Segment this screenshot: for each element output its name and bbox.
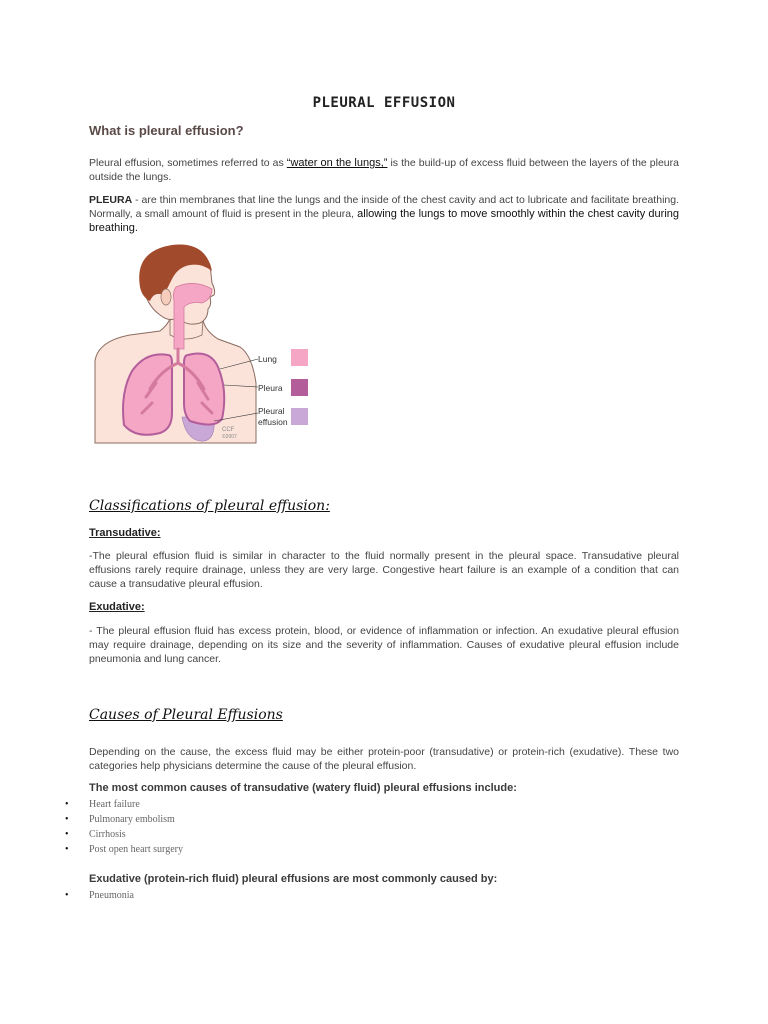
transudative-label: Transudative:	[89, 527, 161, 539]
legend-swatch-effusion	[291, 408, 308, 425]
list-item	[64, 799, 183, 814]
list-item	[64, 890, 134, 905]
legend-swatch-pleura	[291, 379, 308, 396]
ear-shape	[161, 289, 171, 305]
intro-paragraph	[89, 156, 679, 184]
cause-pulmonary-embolism: Pulmonary embolism	[89, 814, 175, 825]
cause-post-surgery: Post open heart surgery	[89, 844, 183, 855]
legend-label-pleura: Pleura	[258, 383, 283, 393]
pleura-text: - are thin membranes that line the lungs and the inside of the chest cavity and act to lubricate and facilitate breathing. Normally, a small amount of fluid is present in the pleura,	[89, 194, 679, 221]
water-on-lungs-phrase: “water on the lungs,”	[286, 157, 388, 169]
classifications-heading: Classifications of pleural effusion:	[89, 498, 330, 514]
transudative-paragraph: -The pleural effusion fluid is similar in character to the fluid normally present in the pleural space. Transudative pleural effusions rarely require drainage, unless they are very large. Congestive heart failure is an example of a condition that can cause a transudative pleural effusion.	[89, 550, 679, 591]
cause-heart-failure: Heart failure	[89, 799, 140, 810]
list-item	[64, 829, 183, 844]
transudative-causes-lead: The most common causes of transudative (watery fluid) pleural effusions include:	[89, 782, 517, 794]
bullet-icon: •	[65, 799, 69, 810]
intro-text-before: Pleural effusion, sometimes referred to as	[89, 157, 287, 169]
transudative-causes-list	[64, 799, 183, 859]
bullet-icon: •	[65, 890, 69, 901]
page-title: PLEURAL EFFUSION	[312, 95, 456, 111]
exudative-paragraph: - The pleural effusion fluid has excess protein, blood, or evidence of inflammation or infection. An exudative pleural effusion may require drainage, depending on its size and the severity of inflammation. Causes of exudative pleural effusion include pneumonia and lung cancer.	[89, 625, 679, 666]
legend-label-lung: Lung	[258, 354, 277, 364]
bullet-icon: •	[65, 829, 69, 840]
exudative-causes-list	[64, 890, 134, 905]
intro-heading: What is pleural effusion?	[89, 123, 244, 138]
exudative-causes-lead: Exudative (protein-rich fluid) pleural effusions are most commonly caused by:	[89, 873, 498, 885]
cause-pneumonia: Pneumonia	[89, 890, 134, 901]
bullet-icon: •	[65, 844, 69, 855]
cause-cirrhosis: Cirrhosis	[89, 829, 126, 840]
bullet-icon: •	[65, 814, 69, 825]
pleura-term: PLEURA	[89, 194, 133, 206]
intro-text-after: is the build-up of excess fluid between the layers of the pleura outside the lungs.	[89, 157, 679, 184]
pleura-anatomy-illustration	[90, 243, 318, 445]
causes-heading: Causes of Pleural Effusions	[89, 707, 283, 723]
watermark-ccf: CCF	[222, 427, 235, 433]
watermark-year: ©2007	[222, 434, 237, 440]
list-item	[64, 844, 183, 859]
pleura-paragraph	[89, 193, 679, 236]
causes-intro-paragraph: Depending on the cause, the excess fluid may be either protein-poor (transudative) or protein-rich (exudative). These two categories help physicians determine the cause of the pleural effusion.	[89, 746, 679, 773]
legend-swatch-lung	[291, 349, 308, 366]
legend-label-effusion: effusion	[258, 417, 288, 427]
pleura-emphasis: allowing the lungs to move smoothly within the chest cavity during breathing.	[89, 208, 679, 235]
legend-label-pleural: Pleural	[258, 406, 285, 416]
exudative-label: Exudative:	[89, 601, 145, 613]
list-item	[64, 814, 183, 829]
